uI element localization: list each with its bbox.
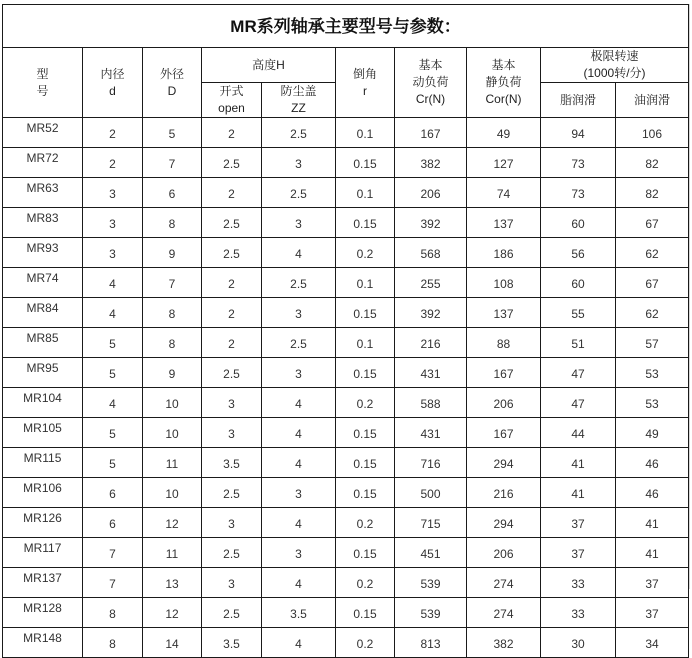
cell-dynamic-load: 216 <box>395 328 467 358</box>
cell-chamfer: 0.15 <box>336 418 395 448</box>
cell-speed-grease: 30 <box>541 628 616 658</box>
cell-dynamic-load: 255 <box>395 268 467 298</box>
cell-inner-diameter: 2 <box>83 148 143 178</box>
cell-static-load: 186 <box>467 238 541 268</box>
table-row <box>3 598 689 628</box>
cell-height-zz: 2.5 <box>262 178 336 208</box>
cell-static-load: 137 <box>467 298 541 328</box>
cell-outer-diameter: 14 <box>143 628 202 658</box>
cell-height-zz: 3 <box>262 298 336 328</box>
cell-speed-oil: 67 <box>616 268 689 298</box>
cell-dynamic-load: 451 <box>395 538 467 568</box>
cell-height-open: 3.5 <box>202 448 262 478</box>
cell-inner-diameter: 5 <box>83 448 143 478</box>
cell-chamfer: 0.1 <box>336 268 395 298</box>
cell-height-open: 2 <box>202 118 262 148</box>
cell-height-open: 2 <box>202 178 262 208</box>
header-model: 型 号 <box>3 48 83 118</box>
cell-outer-diameter: 9 <box>143 358 202 388</box>
cell-height-open: 2 <box>202 328 262 358</box>
cell-dynamic-load: 539 <box>395 598 467 628</box>
cell-dynamic-load: 167 <box>395 118 467 148</box>
cell-static-load: 274 <box>467 568 541 598</box>
cell-outer-diameter: 8 <box>143 208 202 238</box>
header-oil-lubrication: 油润滑 <box>616 83 689 118</box>
cell-inner-diameter: 6 <box>83 478 143 508</box>
header-chamfer: 倒角 r <box>336 48 395 118</box>
cell-speed-grease: 60 <box>541 208 616 238</box>
table-row <box>3 628 689 658</box>
table-row <box>3 448 689 478</box>
table-row <box>3 388 689 418</box>
cell-model: MR117 <box>3 538 83 568</box>
cell-speed-grease: 37 <box>541 508 616 538</box>
cell-outer-diameter: 6 <box>143 178 202 208</box>
cell-height-zz: 2.5 <box>262 118 336 148</box>
cell-inner-diameter: 5 <box>83 418 143 448</box>
cell-speed-grease: 73 <box>541 178 616 208</box>
cell-speed-oil: 53 <box>616 358 689 388</box>
cell-height-zz: 4 <box>262 388 336 418</box>
cell-height-open: 2 <box>202 268 262 298</box>
cell-chamfer: 0.2 <box>336 628 395 658</box>
cell-dynamic-load: 500 <box>395 478 467 508</box>
cell-height-zz: 4 <box>262 508 336 538</box>
cell-height-open: 3 <box>202 418 262 448</box>
table-body <box>3 118 689 658</box>
cell-speed-oil: 49 <box>616 418 689 448</box>
cell-inner-diameter: 7 <box>83 568 143 598</box>
cell-outer-diameter: 5 <box>143 118 202 148</box>
cell-inner-diameter: 5 <box>83 358 143 388</box>
cell-model: MR104 <box>3 388 83 418</box>
header-static-load: 基本 静负荷 Cor(N) <box>467 48 541 118</box>
cell-inner-diameter: 6 <box>83 508 143 538</box>
cell-speed-oil: 62 <box>616 238 689 268</box>
table-row <box>3 328 689 358</box>
cell-speed-grease: 55 <box>541 298 616 328</box>
table-row <box>3 268 689 298</box>
cell-dynamic-load: 539 <box>395 568 467 598</box>
header-dynamic-load: 基本 动负荷 Cr(N) <box>395 48 467 118</box>
cell-model: MR74 <box>3 268 83 298</box>
cell-height-open: 2.5 <box>202 148 262 178</box>
cell-model: MR52 <box>3 118 83 148</box>
cell-model: MR137 <box>3 568 83 598</box>
cell-chamfer: 0.2 <box>336 388 395 418</box>
cell-model: MR84 <box>3 298 83 328</box>
cell-static-load: 74 <box>467 178 541 208</box>
cell-dynamic-load: 588 <box>395 388 467 418</box>
cell-static-load: 206 <box>467 388 541 418</box>
table-row <box>3 118 689 148</box>
cell-static-load: 108 <box>467 268 541 298</box>
table-row <box>3 208 689 238</box>
cell-speed-oil: 53 <box>616 388 689 418</box>
table-row <box>3 418 689 448</box>
cell-model: MR115 <box>3 448 83 478</box>
cell-dynamic-load: 431 <box>395 418 467 448</box>
cell-outer-diameter: 10 <box>143 478 202 508</box>
cell-height-open: 2.5 <box>202 208 262 238</box>
table-row <box>3 508 689 538</box>
cell-model: MR148 <box>3 628 83 658</box>
cell-static-load: 167 <box>467 358 541 388</box>
cell-outer-diameter: 10 <box>143 388 202 418</box>
cell-speed-oil: 41 <box>616 508 689 538</box>
cell-speed-oil: 67 <box>616 208 689 238</box>
header-height-open: 开式 open <box>202 83 262 118</box>
cell-height-zz: 4 <box>262 628 336 658</box>
cell-inner-diameter: 4 <box>83 268 143 298</box>
cell-dynamic-load: 382 <box>395 148 467 178</box>
cell-height-zz: 2.5 <box>262 268 336 298</box>
cell-height-zz: 3.5 <box>262 598 336 628</box>
cell-speed-grease: 37 <box>541 538 616 568</box>
cell-chamfer: 0.2 <box>336 568 395 598</box>
cell-height-zz: 4 <box>262 238 336 268</box>
cell-speed-grease: 33 <box>541 568 616 598</box>
cell-inner-diameter: 8 <box>83 628 143 658</box>
cell-speed-grease: 94 <box>541 118 616 148</box>
cell-model: MR105 <box>3 418 83 448</box>
cell-height-zz: 4 <box>262 568 336 598</box>
cell-inner-diameter: 3 <box>83 238 143 268</box>
table-row <box>3 478 689 508</box>
cell-outer-diameter: 9 <box>143 238 202 268</box>
cell-static-load: 206 <box>467 538 541 568</box>
cell-height-open: 3.5 <box>202 628 262 658</box>
cell-speed-oil: 41 <box>616 538 689 568</box>
table-row <box>3 538 689 568</box>
cell-speed-grease: 44 <box>541 418 616 448</box>
cell-dynamic-load: 392 <box>395 208 467 238</box>
cell-height-open: 3 <box>202 568 262 598</box>
cell-outer-diameter: 13 <box>143 568 202 598</box>
cell-chamfer: 0.15 <box>336 148 395 178</box>
cell-chamfer: 0.1 <box>336 118 395 148</box>
cell-outer-diameter: 11 <box>143 538 202 568</box>
cell-height-open: 2.5 <box>202 358 262 388</box>
cell-height-open: 2.5 <box>202 478 262 508</box>
cell-outer-diameter: 12 <box>143 508 202 538</box>
cell-outer-diameter: 8 <box>143 298 202 328</box>
cell-inner-diameter: 4 <box>83 298 143 328</box>
table-row <box>3 568 689 598</box>
table-row <box>3 178 689 208</box>
cell-dynamic-load: 813 <box>395 628 467 658</box>
bearing-spec-table <box>2 4 689 658</box>
cell-speed-oil: 82 <box>616 178 689 208</box>
cell-height-open: 2.5 <box>202 598 262 628</box>
cell-outer-diameter: 10 <box>143 418 202 448</box>
cell-inner-diameter: 5 <box>83 328 143 358</box>
cell-inner-diameter: 3 <box>83 208 143 238</box>
cell-speed-oil: 46 <box>616 478 689 508</box>
cell-speed-oil: 34 <box>616 628 689 658</box>
cell-model: MR93 <box>3 238 83 268</box>
cell-chamfer: 0.2 <box>336 238 395 268</box>
cell-chamfer: 0.15 <box>336 538 395 568</box>
cell-inner-diameter: 3 <box>83 178 143 208</box>
cell-chamfer: 0.15 <box>336 598 395 628</box>
cell-static-load: 49 <box>467 118 541 148</box>
cell-model: MR63 <box>3 178 83 208</box>
cell-dynamic-load: 392 <box>395 298 467 328</box>
cell-chamfer: 0.15 <box>336 448 395 478</box>
table-row <box>3 358 689 388</box>
cell-height-zz: 2.5 <box>262 328 336 358</box>
cell-model: MR85 <box>3 328 83 358</box>
cell-speed-oil: 62 <box>616 298 689 328</box>
cell-outer-diameter: 7 <box>143 148 202 178</box>
header-outer-diameter: 外径 D <box>143 48 202 118</box>
header-speed-group: 极限转速 (1000转/分) <box>541 48 689 83</box>
cell-static-load: 382 <box>467 628 541 658</box>
cell-dynamic-load: 568 <box>395 238 467 268</box>
cell-height-zz: 4 <box>262 418 336 448</box>
cell-speed-oil: 57 <box>616 328 689 358</box>
cell-inner-diameter: 8 <box>83 598 143 628</box>
cell-height-zz: 3 <box>262 478 336 508</box>
cell-static-load: 274 <box>467 598 541 628</box>
cell-speed-oil: 46 <box>616 448 689 478</box>
cell-chamfer: 0.15 <box>336 298 395 328</box>
cell-outer-diameter: 8 <box>143 328 202 358</box>
cell-static-load: 167 <box>467 418 541 448</box>
cell-inner-diameter: 4 <box>83 388 143 418</box>
header-height-group: 高度H <box>202 48 336 83</box>
cell-speed-grease: 51 <box>541 328 616 358</box>
table-header <box>3 5 689 118</box>
cell-model: MR128 <box>3 598 83 628</box>
cell-model: MR83 <box>3 208 83 238</box>
bearing-spec-document <box>2 4 688 658</box>
cell-height-open: 3 <box>202 388 262 418</box>
cell-speed-oil: 37 <box>616 568 689 598</box>
cell-dynamic-load: 715 <box>395 508 467 538</box>
cell-height-zz: 3 <box>262 148 336 178</box>
cell-outer-diameter: 11 <box>143 448 202 478</box>
cell-static-load: 294 <box>467 448 541 478</box>
cell-chamfer: 0.1 <box>336 178 395 208</box>
cell-chamfer: 0.1 <box>336 328 395 358</box>
cell-speed-grease: 60 <box>541 268 616 298</box>
cell-dynamic-load: 206 <box>395 178 467 208</box>
cell-chamfer: 0.2 <box>336 508 395 538</box>
header-grease-lubrication: 脂润滑 <box>541 83 616 118</box>
cell-static-load: 294 <box>467 508 541 538</box>
cell-static-load: 88 <box>467 328 541 358</box>
cell-speed-oil: 82 <box>616 148 689 178</box>
table-title: MR系列轴承主要型号与参数： <box>3 5 689 48</box>
cell-height-zz: 3 <box>262 358 336 388</box>
cell-height-open: 2.5 <box>202 538 262 568</box>
cell-height-open: 2 <box>202 298 262 328</box>
cell-speed-grease: 33 <box>541 598 616 628</box>
cell-static-load: 127 <box>467 148 541 178</box>
cell-height-zz: 3 <box>262 208 336 238</box>
table-row <box>3 148 689 178</box>
cell-speed-grease: 73 <box>541 148 616 178</box>
cell-speed-oil: 106 <box>616 118 689 148</box>
table-row <box>3 238 689 268</box>
cell-chamfer: 0.15 <box>336 358 395 388</box>
cell-speed-grease: 41 <box>541 448 616 478</box>
cell-chamfer: 0.15 <box>336 478 395 508</box>
cell-dynamic-load: 716 <box>395 448 467 478</box>
cell-speed-grease: 41 <box>541 478 616 508</box>
cell-height-open: 2.5 <box>202 238 262 268</box>
cell-height-open: 3 <box>202 508 262 538</box>
cell-model: MR95 <box>3 358 83 388</box>
cell-height-zz: 3 <box>262 538 336 568</box>
cell-static-load: 216 <box>467 478 541 508</box>
cell-outer-diameter: 12 <box>143 598 202 628</box>
cell-outer-diameter: 7 <box>143 268 202 298</box>
page-edge-divider <box>689 4 690 589</box>
header-height-zz: 防尘盖 ZZ <box>262 83 336 118</box>
cell-model: MR126 <box>3 508 83 538</box>
cell-speed-grease: 47 <box>541 388 616 418</box>
cell-speed-grease: 56 <box>541 238 616 268</box>
cell-speed-grease: 47 <box>541 358 616 388</box>
cell-dynamic-load: 431 <box>395 358 467 388</box>
cell-inner-diameter: 7 <box>83 538 143 568</box>
cell-model: MR72 <box>3 148 83 178</box>
cell-chamfer: 0.15 <box>336 208 395 238</box>
cell-speed-oil: 37 <box>616 598 689 628</box>
table-row <box>3 298 689 328</box>
header-inner-diameter: 内径 d <box>83 48 143 118</box>
cell-height-zz: 4 <box>262 448 336 478</box>
cell-static-load: 137 <box>467 208 541 238</box>
cell-inner-diameter: 2 <box>83 118 143 148</box>
cell-model: MR106 <box>3 478 83 508</box>
